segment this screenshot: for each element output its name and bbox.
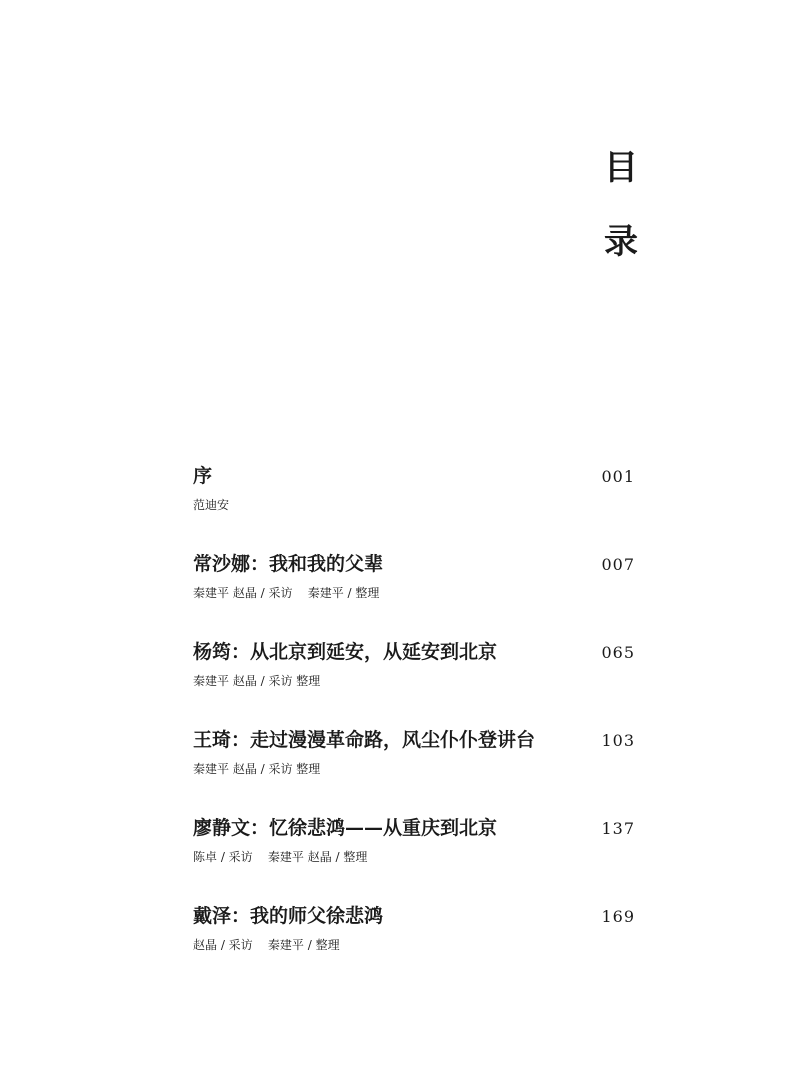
toc-entry-credit: 秦建平 赵晶 / 采访 秦建平 / 整理 [193,586,380,600]
toc-entry-title: 杨筠：从北京到延安，从延安到北京 [193,641,498,663]
toc-entry-title: 王琦：走过漫漫革命路，风尘仆仆登讲台 [193,729,536,751]
toc-entry[interactable] [193,902,635,990]
toc-entry-page-number: 137 [601,819,635,838]
toc-entry-title: 序 [193,465,213,487]
page-title-char: 目 [604,148,638,188]
toc-entry-credit: 赵晶 / 采访 秦建平 / 整理 [193,938,340,952]
page-title [596,148,646,262]
toc-entry-credit: 秦建平 赵晶 / 采访 整理 [193,674,321,688]
toc-entry-page-number: 007 [601,555,635,574]
toc-entry-page-number: 065 [601,643,635,662]
toc-entry-title: 常沙娜：我和我的父辈 [193,553,384,575]
toc-entry-page-number: 103 [601,731,635,750]
toc-entry[interactable] [193,550,635,638]
toc-entry-page-number: 169 [601,907,635,926]
toc-entry[interactable] [193,638,635,726]
table-of-contents [193,462,635,990]
toc-entry-title: 戴泽：我的师父徐悲鸿 [193,905,384,927]
toc-entry-credit: 陈卓 / 采访 秦建平 赵晶 / 整理 [193,850,368,864]
toc-entry-credit: 秦建平 赵晶 / 采访 整理 [193,762,321,776]
toc-entry[interactable] [193,462,635,550]
toc-entry[interactable] [193,726,635,814]
toc-entry-credit: 范迪安 [193,498,230,512]
toc-entry[interactable] [193,814,635,902]
toc-entry-page-number: 001 [601,467,635,486]
toc-entry-title: 廖静文：忆徐悲鸿——从重庆到北京 [193,817,498,839]
page-title-char: 录 [604,222,638,262]
